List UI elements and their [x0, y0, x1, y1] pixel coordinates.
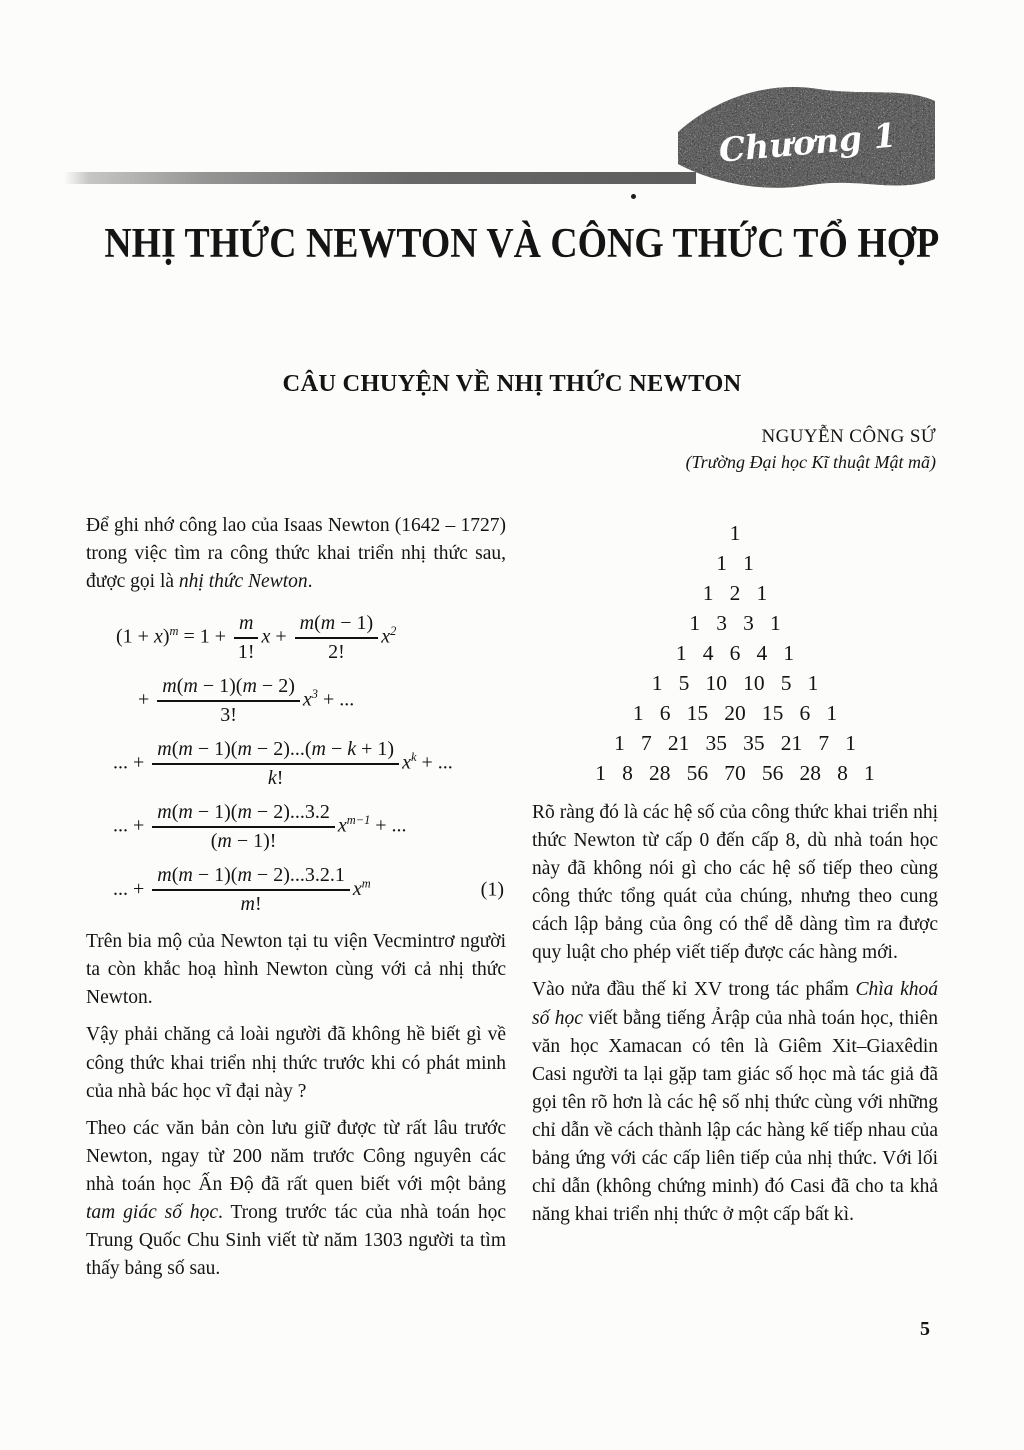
chapter-banner-label: Chương 1	[717, 115, 898, 170]
chapter-title-text: NHỊ THỨC NEWTON VÀ CÔNG THỨC TỔ HỢP	[104, 221, 940, 267]
paragraph: Trên bia mộ của Newton tại tu viện Vecmintrơ người ta còn khắc hoạ hình Newton cùng với cả nhị thức Newton.	[86, 931, 506, 1009]
pascal-triangle	[532, 518, 938, 788]
chapter-banner	[676, 78, 938, 202]
author-name: NGUYỄN CÔNG SỨ	[761, 426, 936, 447]
formula-line: ... + $\frac{m(m - 1)(m - 2)...(m - k + 1)}{k!}$ $x^k$ + ...	[113, 738, 453, 790]
author-block	[686, 424, 936, 474]
triangle-row: 1	[729, 521, 741, 545]
formula-line: $(1 + x)^m = 1$ + $\frac{m}{1!}$ x + $\frac{m(m - 1)}{2!}$ $x^2$	[116, 612, 397, 664]
body-columns	[86, 512, 938, 1292]
right-column	[532, 512, 938, 1292]
author-affiliation: (Trường Đại học Kĩ thuật Mật mã)	[685, 451, 936, 472]
scan-artifact-dot	[631, 194, 636, 199]
formula-line	[86, 863, 506, 917]
paragraph: Vậy phải chăng cả loài người đã không hề biết gì về công thức khai triển nhị thức trước khi có phát minh của nhà bác học vĩ đại này ?	[86, 1024, 506, 1102]
header-rule	[64, 172, 696, 184]
triangle-row: 1 3 3 1	[689, 611, 781, 635]
left-column	[86, 512, 506, 1292]
page-number: 5	[920, 1318, 930, 1340]
equation-number: (1)	[480, 878, 504, 901]
formula-block	[86, 611, 506, 917]
paragraph: Để ghi nhớ công lao của Isaas Newton (1642 – 1727) trong việc tìm ra công thức khai triển nhị thức sau, được gọi là nhị thức Newton.	[86, 515, 506, 593]
triangle-row: 1 5 10 10 5 1	[651, 671, 819, 695]
chapter-title	[30, 220, 1014, 268]
triangle-row: 1 6 15 20 15 6 1	[632, 701, 838, 725]
formula-line: ... + $\frac{m(m - 1)(m - 2)...3.2}{(m - 1)!}$ $x^{m-1}$ + ...	[113, 801, 407, 853]
section-title: CÂU CHUYỆN VỀ NHỊ THỨC NEWTON	[282, 370, 742, 397]
formula-line: + $\frac{m(m - 1)(m - 2)}{3!}$ $x^3$ + ...	[138, 675, 355, 727]
triangle-row: 1 4 6 4 1	[675, 641, 795, 665]
triangle-row: 1 8 28 56 70 56 28 8 1	[595, 761, 875, 785]
paragraph: Rõ ràng đó là các hệ số của công thức khai triển nhị thức Newton từ cấp 0 đến cấp 8, dù nhà toán học này đã không nói gì cho các hệ số tiếp theo cùng công thức tổng quát của chúng, nhưng theo cung cách lập bảng của ông có thể dễ dàng tìm ra được quy luật cho phép viết tiếp được các hàng mới.	[532, 802, 938, 964]
triangle-row: 1 1	[716, 551, 754, 575]
triangle-row: 1 2 1	[702, 581, 768, 605]
triangle-row: 1 7 21 35 35 21 7 1	[614, 731, 856, 755]
paragraph: Vào nửa đầu thế kỉ XV trong tác phẩm Chìa khoá số học viết bằng tiếng Ảrập của nhà toán học, thiên văn học Xamacan có tên là Giêm Xit–Giaxêdin Casi người ta lại gặp tam giác số học mà tác giả đã gọi tên rõ hơn là các hệ số nhị thức cùng với những chỉ dẫn về cách thành lập các hàng kế tiếp nhau của bảng ứng với các cấp liên tiếp của nhị thức. Với lối chỉ dẫn (không chứng minh) đó Casi đã cho ta khả năng khai triển nhị thức ở một cấp bất kì.	[532, 979, 938, 1226]
formula-line-content: ... + $\frac{m(m - 1)(m - 2)...3.2.1}{m!}$ $x^m$	[113, 864, 371, 916]
paragraph: Theo các văn bản còn lưu giữ được từ rất lâu trước Newton, ngay từ 200 năm trước Công nguyên các nhà toán học Ấn Độ đã rất quen biết với một bảng tam giác số học. Trong trước tác của nhà toán học Trung Quốc Chu Sinh viết từ năm 1303 người ta tìm thấy bảng số sau.	[86, 1117, 506, 1280]
